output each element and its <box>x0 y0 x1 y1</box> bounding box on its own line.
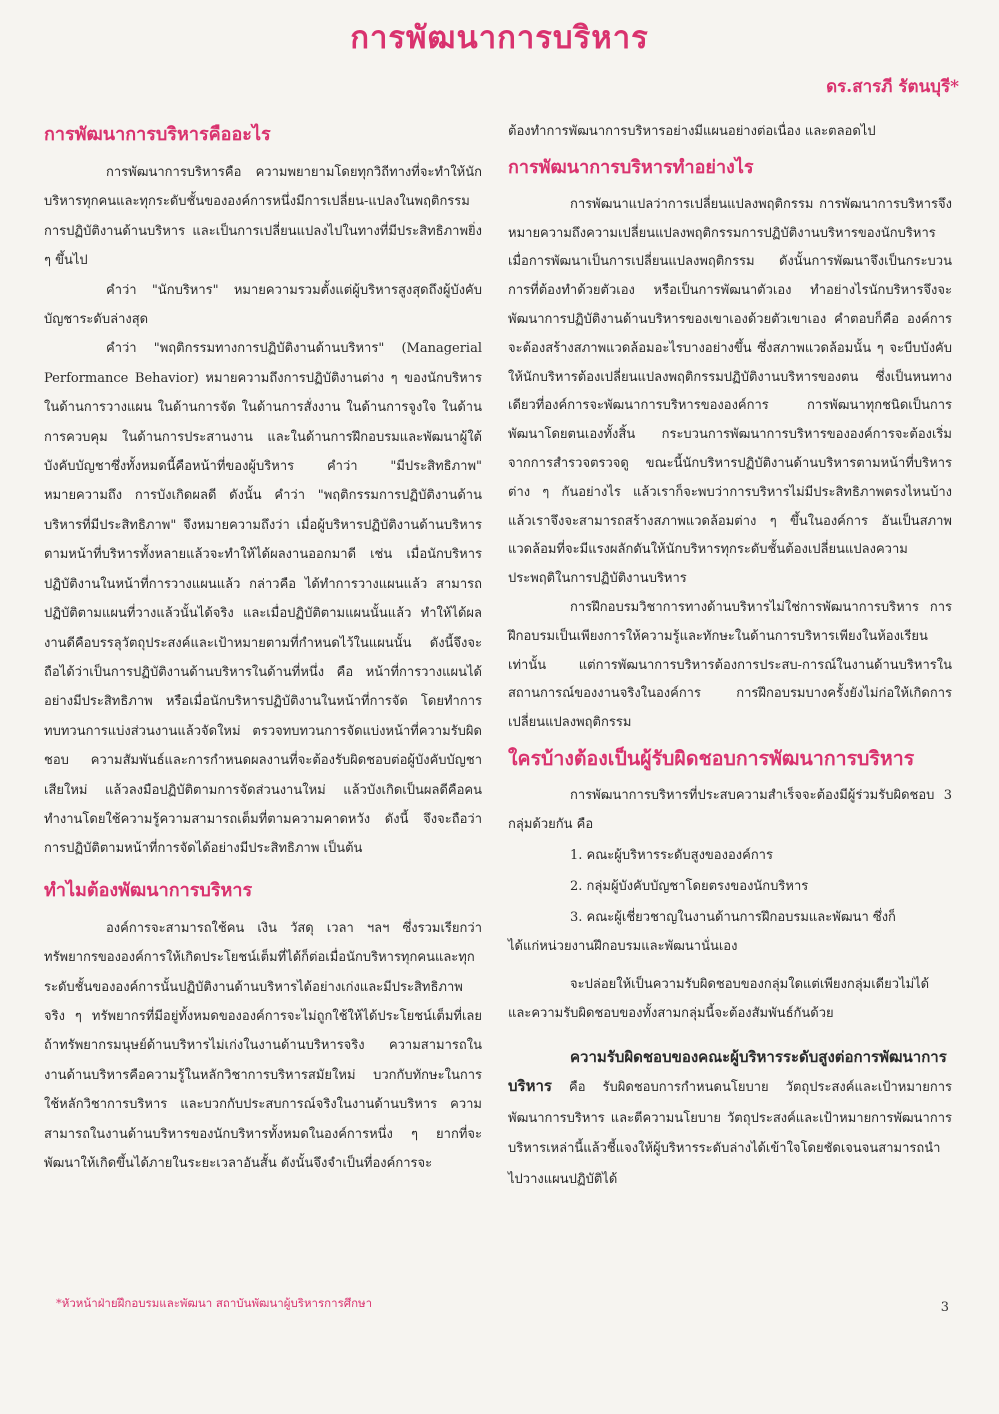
list-item: 3. คณะผู้เชี่ยวชาญในงานด้านการฝึกอบรมและพัฒนา ซึ่งก็ <box>570 909 896 925</box>
paragraph: การพัฒนาแปลว่าการเปลี่ยนแปลงพฤติกรรม การพัฒนาการบริหารจึงหมายความถึงความเปลี่ยนแปลงพฤติกรรมการปฏิบัติงานบริหารของนักบริหาร เมื่อการพัฒนาเป็นการเปลี่ยนแปลงพฤติกรรม ดังนั้นการพัฒนาจึงเป็นกระบวนการที่ต้องทำด้วยตัวเอง หรือเป็นการพัฒนาตัวเอง ทำอย่างไรนักบริหารจึงจะพัฒนาการปฏิบัติงานด้านบริหารของเขาเองด้วยตัวเขาเอง คำตอบก็คือ องค์การจะต้องสร้างสภาพแวดล้อมอะไรบางอย่างขึ้น ซึ่งสภาพแวดล้อมนั้น ๆ จะบีบบังคับให้นักบริหารต้องเปลี่ยนแปลงพฤติกรรมปฏิบัติงานบริหารของตน ซึ่งเป็นหนทางเดียวที่องค์การจะพัฒนาการบริหารขององค์การ การพัฒนาทุกชนิดเป็นการพัฒนาโดยตนเองทั้งสิ้น กระบวนการพัฒนาการบริหารขององค์การจะต้องเริ่มจากการสำรวจตรวจดู ขณะนี้นักบริหารปฏิบัติงานด้านบริหารตามหน้าที่บริหารต่าง ๆ กันอย่างไร แล้วเราก็จะพบว่าการบริหารไม่มีประสิทธิภาพตรงไหนบ้าง แล้วเราจึงจะสามารถสร้างสภาพแวดล้อมต่าง ๆ ขึ้นในองค์การ อันเป็นสภาพแวดล้อมที่จะมีแรงผลักดันให้นักบริหารทุกระดับชั้นต้องเปลี่ยนแปลงความประพฤติในการปฏิบัติงานบริหาร <box>508 196 952 587</box>
author-name: ดร.สารภี รัตนบุรี* <box>826 77 959 97</box>
paragraph: การพัฒนาการบริหารที่ประสบความสำเร็จจะต้องมีผู้ร่วมรับผิดชอบ 3 กลุ่มด้วยกัน คือ <box>508 787 952 832</box>
paragraph-continued: ต้องทำการพัฒนาการบริหารอย่างมีแผนอย่างต่อเนื่อง และตลอดไป <box>508 124 876 139</box>
section-heading-what: การพัฒนาการบริหารคืออะไร <box>44 124 271 145</box>
responsibility-paragraph <box>508 1043 952 1195</box>
responsibility-text: คือ รับผิดชอบการกำหนดนโยบาย วัตถุประสงค์และเป้าหมายการพัฒนาการบริหาร และตีความนโยบาย วัตถุประสงค์และเป้าหมายการพัฒนาการบริหารเหล่านี้แล้วชี้แจงให้ผู้บริหารระดับล่างได้เข้าใจโดยชัดเจนจนสามารถนำไปวางแผนปฏิบัติได้ <box>508 1079 952 1188</box>
left-column <box>44 118 482 1178</box>
footnote: *หัวหน้าฝ่ายฝึกอบรมและพัฒนา สถาบันพัฒนาผู้บริหารการศึกษา <box>56 1296 373 1310</box>
paragraph: การฝึกอบรมวิชาการทางด้านบริหารไม่ใช่การพัฒนาการบริหาร การฝึกอบรมเป็นเพียงการให้ความรู้และทักษะในด้านการบริหารเพียงในห้องเรียนเท่านั้น แต่การพัฒนาการบริหารต้องการประสบ-การณ์ในงานด้านบริหารในสถานการณ์ของงานจริงในองค์การ การฝึกอบรมบางครั้งยังไม่ก่อให้เกิดการเปลี่ยนแปลงพฤติกรรม <box>508 599 952 731</box>
page-title: การพัฒนาการบริหาร <box>350 20 649 56</box>
section-heading-who: ใครบ้างต้องเป็นผู้รับผิดชอบการพัฒนาการบริหาร <box>508 746 915 770</box>
list-item: 2. กลุ่มผู้บังคับบัญชาโดยตรงของนักบริหาร <box>570 878 809 894</box>
section-heading-how: การพัฒนาการบริหารทำอย่างไร <box>508 156 754 178</box>
responsibility-heading: ความรับผิดชอบของคณะผู้บริหารระดับสูงต่อการพัฒนาการบริหาร <box>508 1047 947 1095</box>
section-heading-why: ทำไมต้องพัฒนาการบริหาร <box>44 879 253 901</box>
page-number: 3 <box>940 1300 949 1315</box>
paragraph: ได้แก่หน่วยงานฝึกอบรมและพัฒนานั่นเอง <box>508 938 738 954</box>
paragraph: การพัฒนาการบริหารคือ ความพยายามโดยทุกวิถีทางที่จะทำให้นักบริหารทุกคนและทุกระดับชั้นขององค์การหนึ่งมีการเปลี่ยน-แปลงในพฤติกรรมการปฏิบัติงานด้านบริหาร และเป็นการเปลี่ยนแปลงไปในทางที่มีประสิทธิภาพยิ่ง ๆ ขึ้นไป <box>44 165 482 269</box>
paragraph: คำว่า "พฤติกรรมทางการปฏิบัติงานด้านบริหาร" (Managerial Performance Behavior) หมายความถึงการปฏิบัติงานต่าง ๆ ของนักบริหารในด้านการวางแผน ในด้านการจัด ในด้านการสั่งงาน ในด้านการจูงใจ ในด้านการควบคุม ในด้านการประสานงาน และในด้านการฝึกอบรมและพัฒนาผู้ใต้บังคับบัญชาซึ่งทั้งหมดนี้คือหน้าที่ของผู้บริหาร คำว่า "มีประสิทธิภาพ" หมายความถึง การบังเกิดผลดี ดังนั้น คำว่า "พฤติกรรมการปฏิบัติงานด้านบริหารที่มีประสิทธิภาพ" จึงหมายความถึงว่า เมื่อผู้บริหารปฏิบัติงานด้านบริหารตามหน้าที่บริหารทั้งหลายแล้วจะทำให้ได้ผลงานออกมาดี เช่น เมื่อนักบริหารปฏิบัติงานในหน้าที่การวางแผนแล้ว กล่าวคือ ได้ทำการวางแผนแล้ว สามารถปฏิบัติตามแผนที่วางแล้วนั้นได้จริง และเมื่อปฏิบัติตามแผนนั้นแล้ว ทำให้ได้ผลงานดีคือบรรลุวัตถุประสงค์และเป้าหมายตามที่กำหนดไว้ในแผนนั้น ดังนี้จึงจะถือได้ว่าเป็นการปฏิบัติงานด้านบริหารในด้านที่หนึ่ง คือ หน้าที่การวางแผนได้อย่างมีประสิทธิภาพ หรือเมื่อนักบริหารปฏิบัติงานในหน้าที่การจัด โดยทำการทบทวนการแบ่งส่วนงานแล้วจัดใหม่ ตรวจทบทวนการจัดแบ่งหน้าที่ความรับผิดชอบ ความสัมพันธ์และการกำหนดผลงานที่จะต้องรับผิดชอบต่อผู้บังคับบัญชาเสียใหม่ แล้วลงมือปฏิบัติตามการจัดส่วนงานใหม่ แล้วบังเกิดเป็นผลดีคือคนทำงานโดยใช้ความรู้ความสามารถเต็มที่ตามความคาดหวัง ดังนี้ จึงจะถือว่าการปฏิบัติตามหน้าที่การจัดได้อย่างมีประสิทธิภาพ เป็นต้น <box>44 341 482 857</box>
right-column <box>508 118 952 1195</box>
paragraph: องค์การจะสามารถใช้คน เงิน วัสดุ เวลา ฯลฯ ซึ่งรวมเรียกว่าทรัพยากรขององค์การให้เกิดประโยชน์เต็มที่ได้ก็ต่อเมื่อนักบริหารทุกคนและทุกระดับชั้นขององค์การนั้นปฏิบัติงานด้านบริหารได้อย่างเก่งและมีประสิทธิภาพจริง ๆ ทรัพยากรที่มีอยู่ทั้งหมดขององค์การจะไม่ถูกใช้ให้ได้ประโยชน์เต็มที่เลย ถ้าทรัพยากรมนุษย์ด้านบริหารไม่เก่งในงานด้านบริหารจริง ความสามารถในงานด้านบริหารคือความรู้ในหลักวิชาการบริหารสมัยใหม่ บวกกับทักษะในการใช้หลักวิชาการบริหาร และบวกกับประสบการณ์จริงในงานด้านบริหาร ความสามารถในงานด้านบริหารของนักบริหารทั้งหมดในองค์การหนึ่ง ๆ ยากที่จะพัฒนาให้เกิดขึ้นได้ภายในระยะเวลาอันสั้น ดังนั้นจึงจำเป็นที่องค์การจะ <box>44 920 482 1171</box>
list-item: 1. คณะผู้บริหารระดับสูงขององค์การ <box>570 847 773 863</box>
paragraph: จะปล่อยให้เป็นความรับผิดชอบของกลุ่มใดแต่เพียงกลุ่มเดียวไม่ได้ และความรับผิดชอบของทั้งสามกลุ่มนี้จะต้องสัมพันธ์กันด้วย <box>508 977 930 1022</box>
paragraph: คำว่า "นักบริหาร" หมายความรวมตั้งแต่ผู้บริหารสูงสุดถึงผู้บังคับบัญชาระดับล่างสุด <box>44 282 482 328</box>
